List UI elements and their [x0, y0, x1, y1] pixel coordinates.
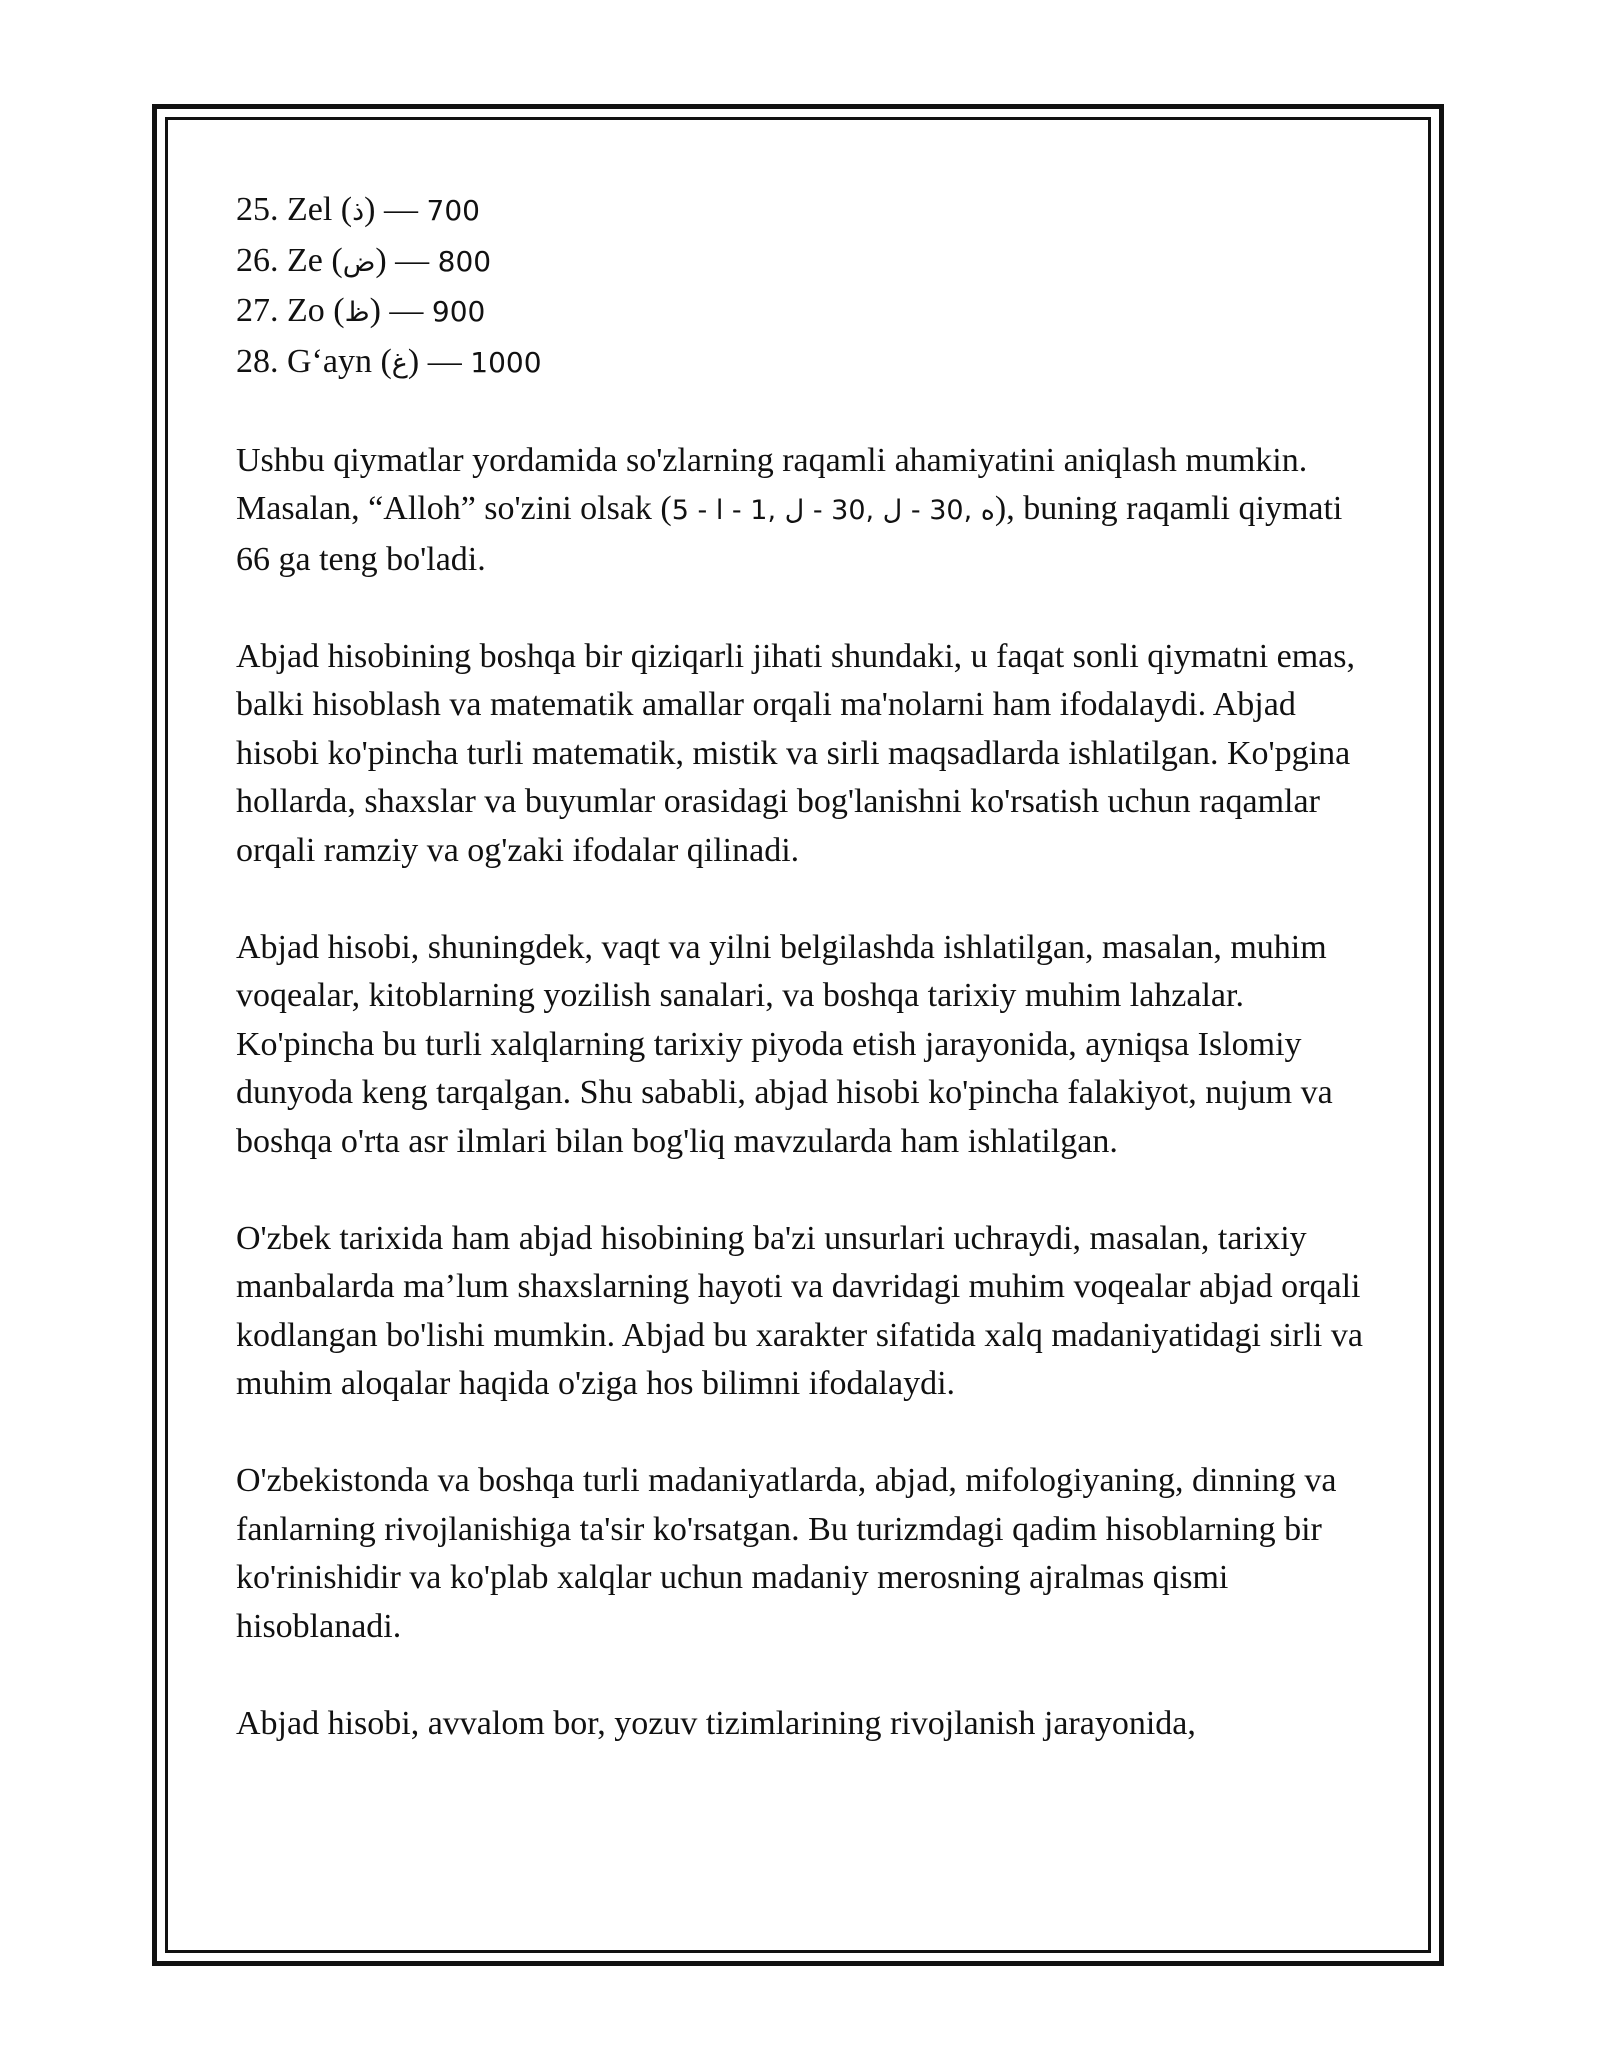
example-letter-values: 5 - ه ,30 - ل ,30 - ل ,1 - ا	[671, 495, 995, 526]
letter-value: 900	[431, 295, 486, 328]
letter-dash: ) —	[407, 342, 471, 380]
letter-label: 28. G‘ayn (	[236, 342, 392, 380]
example-paragraph	[236, 437, 1376, 585]
list-item	[236, 186, 1376, 237]
letter-label: 27. Zo (	[236, 292, 345, 329]
arabic-letter: ض	[342, 246, 376, 278]
letter-dash: ) —	[375, 241, 438, 279]
letter-value-list	[236, 186, 1376, 388]
paragraph: O'zbek tarixida ham abjad hisobining ba'zi unsurlari uchraydi, masalan, tarixiy manbalarda ma’lum shaxslarning hayoti va davridagi muhim voqealar abjad orqali kodlangan bo'lishi mumkin. Abjad bu xarakter sifatida xalq madaniyatidagi sirli va muhim aloqalar haqida o'ziga hos bilimni ifodalaydi.	[236, 1219, 1363, 1402]
letter-value: 800	[437, 244, 492, 278]
arabic-letter: ذ	[352, 196, 365, 227]
paragraph: Abjad hisobining boshqa bir qiziqarli jihati shundaki, u faqat sonli qiymatni emas, balki hisoblash va matematik amallar orqali ma'nolarni ham ifodalaydi. Abjad hisobi ko'pincha turli matematik, mistik va sirli maqsadlarda ishlatilgan. Ko'pgina hollarda, shaxslar va buyumlar orasidagi bog'lanishni ko'rsatish uchun raqamlar orqali ramziy va og'zaki ifodalar qilinadi.	[236, 637, 1355, 869]
paragraph: O'zbekistonda va boshqa turli madaniyatlarda, abjad, mifologiyaning, dinning va fanlarning rivojlanishiga ta'sir ko'rsatgan. Bu turizmdagi qadim hisoblarning bir ko'rinishidir va ko'plab xalqlar uchun madaniy merosning ajralmas qismi hisoblanadi.	[236, 1462, 1337, 1645]
letter-value: 700	[426, 194, 480, 227]
page-content	[236, 186, 1376, 1748]
letter-label: 25. Zel (	[236, 191, 353, 228]
list-item	[236, 287, 1376, 338]
arabic-letter: ظ	[344, 297, 370, 328]
letter-dash: ) —	[364, 191, 427, 228]
list-item	[236, 338, 1376, 389]
letter-label: 26. Ze (	[236, 241, 343, 279]
example-text-before: Ushbu qiymatlar yordamida so'zlarning raqamli ahamiyatini aniqlash mumkin. Masalan, “Alloh” so'zini olsak (	[236, 441, 1308, 527]
paragraph: Abjad hisobi, avvalom bor, yozuv tizimlarining rivojlanish jarayonida,	[236, 1704, 1196, 1742]
letter-value: 1000	[470, 345, 542, 379]
letter-dash: ) —	[369, 292, 432, 329]
example-text-after: ), buning raqamli qiymati 66 ga teng bo'ladi.	[236, 490, 1343, 578]
paragraph: Abjad hisobi, shuningdek, vaqt va yilni belgilashda ishlatilgan, masalan, muhim voqealar, kitoblarning yozilish sanalari, va boshqa tarixiy muhim lahzalar. Ko'pincha bu turli xalqlarning tarixiy piyoda etish jarayonida, ayniqsa Islomiy dunyoda keng tarqalgan. Shu sababli, abjad hisobi ko'pincha falakiyot, nujum va boshqa o'rta asr ilmlari bilan bog'liq mavzularda ham ishlatilgan.	[236, 928, 1333, 1160]
list-item	[236, 237, 1376, 288]
arabic-letter: غ	[391, 347, 408, 379]
